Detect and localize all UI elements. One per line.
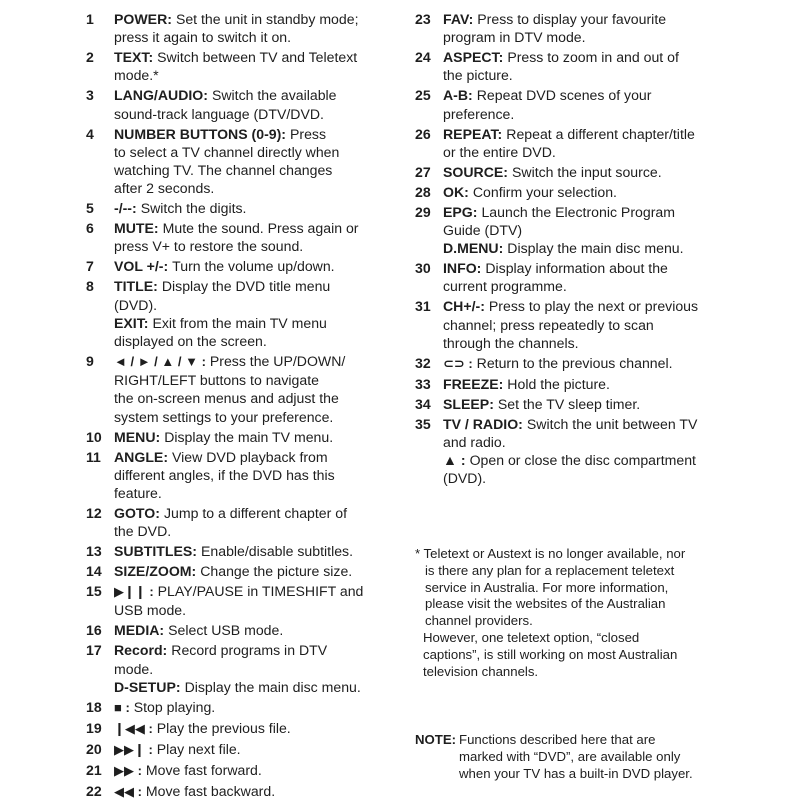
item-description bbox=[443, 183, 715, 201]
item-description bbox=[114, 352, 386, 426]
item-text: displayed on the screen. bbox=[114, 333, 267, 350]
button-name: SIZE/ZOOM: bbox=[114, 563, 197, 580]
footnote-para-2 bbox=[415, 630, 715, 680]
item-description bbox=[114, 719, 386, 738]
item-text: Turn the volume up/down. bbox=[172, 258, 335, 275]
item-number: 8 bbox=[86, 278, 94, 295]
remote-button-icon: ▶▶❙ : bbox=[114, 741, 153, 757]
item-line bbox=[114, 86, 386, 104]
item-number: 5 bbox=[86, 200, 94, 217]
button-item bbox=[86, 542, 386, 560]
item-number: 20 bbox=[86, 740, 102, 757]
item-text: Record programs in DTV bbox=[171, 642, 328, 659]
item-text: the on-screen menus and adjust the bbox=[114, 390, 339, 407]
item-line bbox=[443, 10, 715, 28]
item-text: Move fast backward. bbox=[145, 782, 276, 799]
item-text: Switch the digits. bbox=[140, 200, 247, 217]
item-line bbox=[443, 297, 715, 315]
footnote-para-1 bbox=[415, 546, 715, 630]
item-text: Display the DVD title menu bbox=[161, 278, 331, 295]
item-number: 18 bbox=[86, 698, 102, 715]
item-number: 29 bbox=[415, 203, 431, 220]
item-description bbox=[443, 395, 715, 413]
item-text: to select a TV channel directly when bbox=[114, 143, 340, 160]
item-description bbox=[443, 297, 715, 352]
item-text: Set the TV sleep timer. bbox=[497, 395, 641, 412]
item-line bbox=[443, 221, 715, 239]
item-number: 13 bbox=[86, 543, 102, 560]
button-item bbox=[415, 183, 715, 201]
item-line bbox=[114, 28, 386, 46]
footnote-line: service in Australia. For more information, bbox=[425, 579, 669, 595]
button-item bbox=[86, 504, 386, 540]
button-list-right bbox=[415, 10, 715, 489]
item-description bbox=[443, 163, 715, 181]
item-number: 14 bbox=[86, 563, 102, 580]
button-item bbox=[86, 740, 386, 759]
item-line bbox=[443, 48, 715, 66]
item-line bbox=[443, 415, 715, 433]
item-description bbox=[443, 259, 715, 295]
item-text: Return to the previous channel. bbox=[476, 354, 673, 371]
item-line bbox=[114, 296, 386, 314]
note-line: Functions described here that are bbox=[459, 732, 656, 747]
item-number: 26 bbox=[415, 125, 431, 142]
item-text: Move fast forward. bbox=[145, 761, 262, 778]
item-text: Play next file. bbox=[156, 740, 241, 757]
item-text: the picture. bbox=[443, 67, 513, 84]
item-text: Stop playing. bbox=[133, 698, 216, 715]
remote-button-icon: ■ : bbox=[114, 699, 130, 715]
remote-button-icon: ▶▶ : bbox=[114, 762, 142, 778]
item-description bbox=[114, 257, 386, 275]
note-line: marked with “DVD”, are available only bbox=[459, 748, 681, 764]
item-description bbox=[443, 10, 715, 46]
item-text: Switch the unit between TV bbox=[526, 415, 698, 432]
item-number: 24 bbox=[415, 49, 431, 66]
secondary-button-name: ▲ : bbox=[443, 452, 466, 469]
item-number: 17 bbox=[86, 642, 102, 659]
item-description bbox=[443, 415, 715, 488]
button-item bbox=[86, 428, 386, 446]
button-name: -/--: bbox=[114, 200, 137, 217]
item-text: Jump to a different chapter of bbox=[163, 505, 348, 522]
item-line bbox=[443, 395, 715, 413]
button-name: TITLE: bbox=[114, 278, 158, 295]
button-item bbox=[415, 48, 715, 84]
item-description bbox=[114, 740, 386, 759]
item-text: watching TV. The channel changes bbox=[114, 162, 333, 179]
item-line bbox=[443, 66, 715, 84]
note-line: when your TV has a built-in DVD player. bbox=[459, 765, 693, 781]
item-text: Repeat DVD scenes of your bbox=[476, 87, 652, 104]
item-text: after 2 seconds. bbox=[114, 180, 215, 197]
button-item bbox=[86, 641, 386, 696]
item-text: Display information about the bbox=[485, 260, 668, 277]
item-line bbox=[114, 504, 386, 522]
item-line bbox=[443, 105, 715, 123]
button-item bbox=[415, 203, 715, 258]
item-line bbox=[443, 259, 715, 277]
item-text: mode. bbox=[114, 660, 154, 677]
item-number: 22 bbox=[86, 782, 102, 799]
item-number: 34 bbox=[415, 395, 431, 412]
item-line bbox=[114, 466, 386, 484]
item-line bbox=[443, 125, 715, 143]
item-number: 28 bbox=[415, 183, 431, 200]
remote-button-icon: ▶❙❙ : bbox=[114, 584, 154, 600]
item-description bbox=[114, 641, 386, 696]
item-number: 21 bbox=[86, 761, 102, 778]
button-name: MUTE: bbox=[114, 220, 159, 237]
item-line bbox=[114, 641, 386, 659]
button-item bbox=[415, 297, 715, 352]
button-name: A-B: bbox=[443, 87, 473, 104]
button-item bbox=[415, 86, 715, 122]
button-name: GOTO: bbox=[114, 505, 160, 522]
button-name: OK: bbox=[443, 183, 469, 200]
item-description bbox=[443, 203, 715, 258]
item-line bbox=[443, 183, 715, 201]
item-description bbox=[443, 375, 715, 393]
item-description bbox=[114, 86, 386, 122]
item-sub-line bbox=[443, 469, 715, 487]
button-item bbox=[86, 562, 386, 580]
item-line bbox=[114, 719, 386, 738]
button-item bbox=[415, 395, 715, 413]
item-text: mode.* bbox=[114, 67, 159, 84]
item-text: RIGHT/LEFT buttons to navigate bbox=[114, 372, 319, 389]
button-item bbox=[415, 10, 715, 46]
item-description bbox=[443, 125, 715, 161]
item-description bbox=[114, 761, 386, 780]
item-description bbox=[443, 48, 715, 84]
item-text: different angles, if the DVD has this bbox=[114, 466, 335, 483]
button-item bbox=[415, 375, 715, 393]
item-text: through the channels. bbox=[443, 334, 579, 351]
item-text: Press bbox=[290, 125, 327, 142]
item-description bbox=[114, 428, 386, 446]
item-line bbox=[443, 86, 715, 104]
item-line bbox=[443, 316, 715, 334]
item-description bbox=[443, 354, 715, 373]
button-name: FAV: bbox=[443, 11, 474, 27]
item-sub-line bbox=[114, 332, 386, 350]
item-line bbox=[114, 143, 386, 161]
button-item bbox=[86, 719, 386, 738]
note-text bbox=[456, 732, 715, 782]
item-line bbox=[114, 161, 386, 179]
item-line bbox=[114, 782, 386, 801]
item-line bbox=[114, 105, 386, 123]
item-text: Guide (DTV) bbox=[443, 222, 523, 239]
button-item bbox=[86, 257, 386, 275]
item-sub-line bbox=[443, 239, 715, 257]
remote-button-icon: ❙◀◀ : bbox=[114, 720, 153, 736]
item-line bbox=[114, 428, 386, 446]
item-description bbox=[114, 219, 386, 255]
item-description bbox=[114, 277, 386, 350]
item-line bbox=[114, 199, 386, 217]
item-description bbox=[114, 48, 386, 84]
secondary-button-name: D.MENU: bbox=[443, 240, 504, 257]
button-item bbox=[86, 125, 386, 198]
item-text: program in DTV mode. bbox=[443, 29, 586, 46]
button-name: MENU: bbox=[114, 428, 161, 445]
button-list-left bbox=[86, 10, 386, 803]
item-text: and radio. bbox=[443, 434, 506, 451]
button-name: REPEAT: bbox=[443, 125, 503, 142]
item-number: 7 bbox=[86, 258, 94, 275]
button-item bbox=[86, 86, 386, 122]
item-line bbox=[443, 277, 715, 295]
button-name: FREEZE: bbox=[443, 375, 504, 392]
note-label: NOTE: bbox=[415, 732, 457, 747]
item-text: Switch the input source. bbox=[512, 163, 662, 180]
item-text: (DVD). bbox=[114, 296, 158, 313]
footnote-line: channel providers. bbox=[425, 613, 533, 629]
item-line bbox=[114, 352, 386, 371]
item-text: Display the main TV menu. bbox=[164, 428, 334, 445]
item-line bbox=[114, 448, 386, 466]
item-description bbox=[114, 125, 386, 198]
item-number: 10 bbox=[86, 428, 102, 445]
item-text: Enable/disable subtitles. bbox=[201, 543, 353, 560]
item-number: 35 bbox=[415, 415, 431, 432]
item-description bbox=[114, 504, 386, 540]
item-text: Press to play the next or previous bbox=[488, 298, 699, 315]
item-line bbox=[114, 562, 386, 580]
button-name: Record: bbox=[114, 642, 168, 659]
item-text: Mute the sound. Press again or bbox=[162, 220, 359, 237]
item-description bbox=[114, 542, 386, 560]
item-line bbox=[443, 334, 715, 352]
item-text: Display the main disc menu. bbox=[507, 240, 684, 257]
button-item bbox=[86, 10, 386, 46]
item-description bbox=[114, 10, 386, 46]
button-name: MEDIA: bbox=[114, 622, 165, 639]
item-text: sound-track language (DTV/DVD. bbox=[114, 105, 324, 122]
item-number: 12 bbox=[86, 505, 102, 522]
button-name: POWER: bbox=[114, 11, 172, 27]
item-number: 11 bbox=[86, 448, 101, 465]
item-text: Switch the available bbox=[211, 87, 337, 104]
button-item bbox=[86, 621, 386, 639]
item-text: Confirm your selection. bbox=[472, 183, 617, 200]
secondary-button-name: EXIT: bbox=[114, 314, 149, 331]
item-number: 32 bbox=[415, 354, 431, 371]
item-number: 33 bbox=[415, 375, 431, 392]
button-item bbox=[86, 448, 386, 503]
item-text: press it again to switch it on. bbox=[114, 29, 292, 46]
item-text: Open or close the disc compartment bbox=[469, 452, 696, 469]
remote-button-icon: ◄ / ► / ▲ / ▼ : bbox=[114, 354, 206, 370]
item-line bbox=[443, 375, 715, 393]
button-item bbox=[86, 582, 386, 619]
item-number: 2 bbox=[86, 49, 94, 66]
dvd-note bbox=[415, 732, 715, 782]
item-line bbox=[114, 389, 386, 407]
item-text: the DVD. bbox=[114, 523, 172, 540]
item-line bbox=[443, 354, 715, 373]
item-line bbox=[114, 125, 386, 143]
item-text: or the entire DVD. bbox=[443, 143, 556, 160]
item-line bbox=[443, 143, 715, 161]
button-item bbox=[86, 782, 386, 801]
button-name: ANGLE: bbox=[114, 448, 169, 465]
button-item bbox=[86, 761, 386, 780]
item-sub-line bbox=[114, 678, 386, 696]
item-number: 25 bbox=[415, 87, 431, 104]
item-description bbox=[114, 199, 386, 217]
item-line bbox=[114, 698, 386, 717]
item-number: 3 bbox=[86, 87, 94, 104]
secondary-button-name: D-SETUP: bbox=[114, 678, 181, 695]
item-text: system settings to your preference. bbox=[114, 408, 334, 425]
item-description bbox=[114, 448, 386, 503]
footnote-line: television channels. bbox=[423, 663, 539, 679]
item-text: Launch the Electronic Program bbox=[481, 203, 675, 220]
item-line bbox=[114, 582, 386, 601]
button-item bbox=[86, 352, 386, 426]
item-number: 6 bbox=[86, 220, 94, 237]
item-number: 27 bbox=[415, 163, 431, 180]
button-item bbox=[415, 354, 715, 373]
footnote-line: captions”, is still working on most Australian bbox=[423, 646, 678, 662]
item-sub-line bbox=[114, 314, 386, 332]
button-name: EPG: bbox=[443, 203, 478, 220]
button-name: LANG/AUDIO: bbox=[114, 87, 208, 104]
item-description bbox=[443, 86, 715, 122]
item-line bbox=[114, 408, 386, 426]
item-line bbox=[114, 179, 386, 197]
item-text: Select USB mode. bbox=[168, 622, 284, 639]
item-text: Switch between TV and Teletext bbox=[157, 49, 358, 66]
item-line bbox=[114, 522, 386, 540]
item-line bbox=[114, 621, 386, 639]
item-text: Display the main disc menu. bbox=[184, 678, 361, 695]
button-item bbox=[415, 415, 715, 488]
item-description bbox=[114, 698, 386, 717]
item-line bbox=[114, 277, 386, 295]
item-text: USB mode. bbox=[114, 602, 187, 619]
item-number: 16 bbox=[86, 622, 102, 639]
button-item bbox=[86, 219, 386, 255]
button-item bbox=[415, 163, 715, 181]
item-sub-line bbox=[443, 451, 715, 469]
item-description bbox=[114, 562, 386, 580]
item-line bbox=[114, 761, 386, 780]
remote-button-icon: ⊂⊃ : bbox=[443, 355, 473, 371]
item-line bbox=[114, 10, 386, 28]
item-line bbox=[443, 28, 715, 46]
item-text: channel; press repeatedly to scan bbox=[443, 316, 654, 333]
button-item bbox=[415, 259, 715, 295]
button-name: CH+/-: bbox=[443, 298, 485, 315]
item-line bbox=[114, 601, 386, 619]
footnote-line: please visit the websites of the Australian bbox=[425, 596, 666, 612]
footnote-line: is there any plan for a replacement teletext bbox=[425, 562, 675, 578]
button-name: ASPECT: bbox=[443, 49, 504, 66]
item-line bbox=[443, 163, 715, 181]
button-name: SLEEP: bbox=[443, 395, 494, 412]
item-line bbox=[114, 484, 386, 502]
button-item bbox=[415, 125, 715, 161]
item-line bbox=[114, 48, 386, 66]
item-text: View DVD playback from bbox=[172, 448, 328, 465]
item-line bbox=[114, 257, 386, 275]
button-name: TV / RADIO: bbox=[443, 415, 523, 432]
item-text: Press to zoom in and out of bbox=[507, 49, 679, 66]
item-text: Set the unit in standby mode; bbox=[175, 11, 359, 27]
footnote-line: * Teletext or Austext is no longer available, nor bbox=[415, 546, 686, 561]
remote-button-icon: ◀◀ : bbox=[114, 783, 142, 799]
item-description bbox=[114, 582, 386, 619]
item-number: 19 bbox=[86, 719, 102, 736]
item-text: feature. bbox=[114, 485, 162, 502]
footnote-line: However, one teletext option, “closed bbox=[423, 629, 640, 645]
item-number: 9 bbox=[86, 353, 94, 370]
button-name: SUBTITLES: bbox=[114, 543, 197, 560]
item-number: 15 bbox=[86, 583, 102, 600]
item-number: 23 bbox=[415, 11, 431, 27]
item-text: Play the previous file. bbox=[156, 719, 291, 736]
item-number: 4 bbox=[86, 125, 94, 142]
button-item bbox=[86, 48, 386, 84]
item-text: Exit from the main TV menu bbox=[152, 314, 327, 331]
item-text: Press to display your favourite bbox=[477, 11, 667, 27]
item-line bbox=[114, 371, 386, 389]
item-line bbox=[114, 219, 386, 237]
item-line bbox=[114, 542, 386, 560]
item-text: Repeat a different chapter/title bbox=[506, 125, 695, 142]
button-item bbox=[86, 277, 386, 350]
item-text: Press the UP/DOWN/ bbox=[209, 353, 346, 370]
item-text: press V+ to restore the sound. bbox=[114, 238, 304, 255]
item-text: (DVD). bbox=[443, 470, 487, 487]
item-description bbox=[114, 621, 386, 639]
item-line bbox=[114, 660, 386, 678]
button-name: SOURCE: bbox=[443, 163, 508, 180]
item-number: 31 bbox=[415, 298, 431, 315]
item-line bbox=[114, 740, 386, 759]
item-text: Hold the picture. bbox=[507, 375, 610, 392]
button-name: TEXT: bbox=[114, 49, 154, 66]
item-line bbox=[443, 203, 715, 221]
button-name: VOL +/-: bbox=[114, 258, 169, 275]
item-line bbox=[114, 237, 386, 255]
item-line bbox=[114, 66, 386, 84]
button-name: NUMBER BUTTONS (0-9): bbox=[114, 125, 286, 142]
item-line bbox=[443, 433, 715, 451]
item-text: current programme. bbox=[443, 278, 567, 295]
item-description bbox=[114, 782, 386, 801]
button-name: INFO: bbox=[443, 260, 482, 277]
item-text: preference. bbox=[443, 105, 515, 122]
button-item bbox=[86, 698, 386, 717]
item-number: 30 bbox=[415, 260, 431, 277]
button-item bbox=[86, 199, 386, 217]
item-number: 1 bbox=[86, 11, 94, 27]
teletext-footnote bbox=[415, 546, 715, 680]
item-text: Change the picture size. bbox=[200, 563, 353, 580]
item-text: PLAY/PAUSE in TIMESHIFT and bbox=[157, 583, 364, 600]
